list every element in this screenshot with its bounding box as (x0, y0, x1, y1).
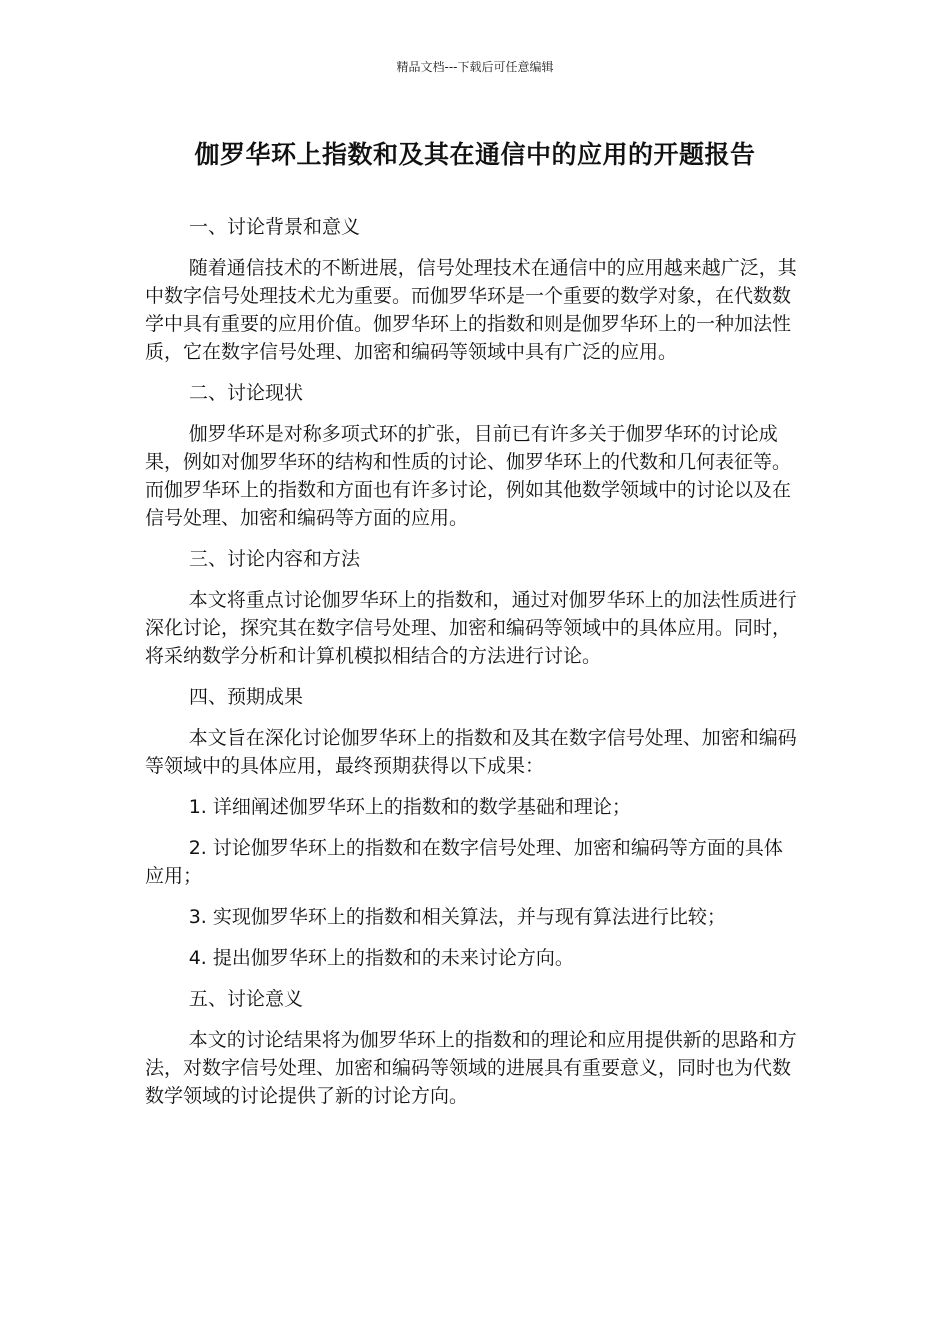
header-note: 精品文档---下载后可任意编辑 (396, 60, 554, 74)
section-heading-content-method: 三、讨论内容和方法 (189, 548, 361, 570)
paragraph-expected-results-intro: 本文旨在深化讨论伽罗华环上的指数和及其在数字信号处理、加密和编码等领域中的具体应用，最终预期获得以下成果： (145, 727, 797, 777)
section-heading-expected-results: 四、预期成果 (189, 686, 304, 708)
section-heading-background: 一、讨论背景和意义 (189, 216, 361, 238)
document-title: 伽罗华环上指数和及其在通信中的应用的开题报告 (194, 140, 756, 169)
document-body (145, 213, 797, 1110)
paragraph-significance: 本文的讨论结果将为伽罗华环上的指数和的理论和应用提供新的思路和方法，对数字信号处理、加密和编码等领域的进展具有重要意义，同时也为代数数学领域的讨论提供了新的讨论方向。 (145, 1029, 797, 1107)
paragraph-background: 随着通信技术的不断进展，信号处理技术在通信中的应用越来越广泛，其中数字信号处理技术尤为重要。而伽罗华环是一个重要的数学对象，在代数数学中具有重要的应用价值。伽罗华环上的指数和则是伽罗华环上的一种加法性质，它在数字信号处理、加密和编码等领域中具有广泛的应用。 (145, 257, 797, 363)
list-item-result-3: 3. 实现伽罗华环上的指数和相关算法，并与现有算法进行比较； (188, 906, 726, 928)
paragraph-status: 伽罗华环是对称多项式环的扩张，目前已有许多关于伽罗华环的讨论成果，例如对伽罗华环的结构和性质的讨论、伽罗华环上的代数和几何表征等。而伽罗华环上的指数和方面也有许多讨论，例如其他数学领域中的讨论以及在信号处理、加密和编码等方面的应用。 (145, 423, 792, 529)
section-heading-significance: 五、讨论意义 (189, 988, 304, 1010)
list-item-result-1: 1. 详细阐述伽罗华环上的指数和的数学基础和理论； (188, 796, 631, 818)
paragraph-content-method: 本文将重点讨论伽罗华环上的指数和，通过对伽罗华环上的加法性质进行深化讨论，探究其在数字信号处理、加密和编码等领域中的具体应用。同时，将采纳数学分析和计算机模拟相结合的方法进行讨论。 (145, 589, 797, 667)
list-item-result-4: 4. 提出伽罗华环上的指数和的未来讨论方向。 (188, 947, 574, 969)
list-item-result-2: 2. 讨论伽罗华环上的指数和在数字信号处理、加密和编码等方面的具体应用； (145, 837, 783, 887)
section-heading-status: 二、讨论现状 (189, 382, 304, 404)
